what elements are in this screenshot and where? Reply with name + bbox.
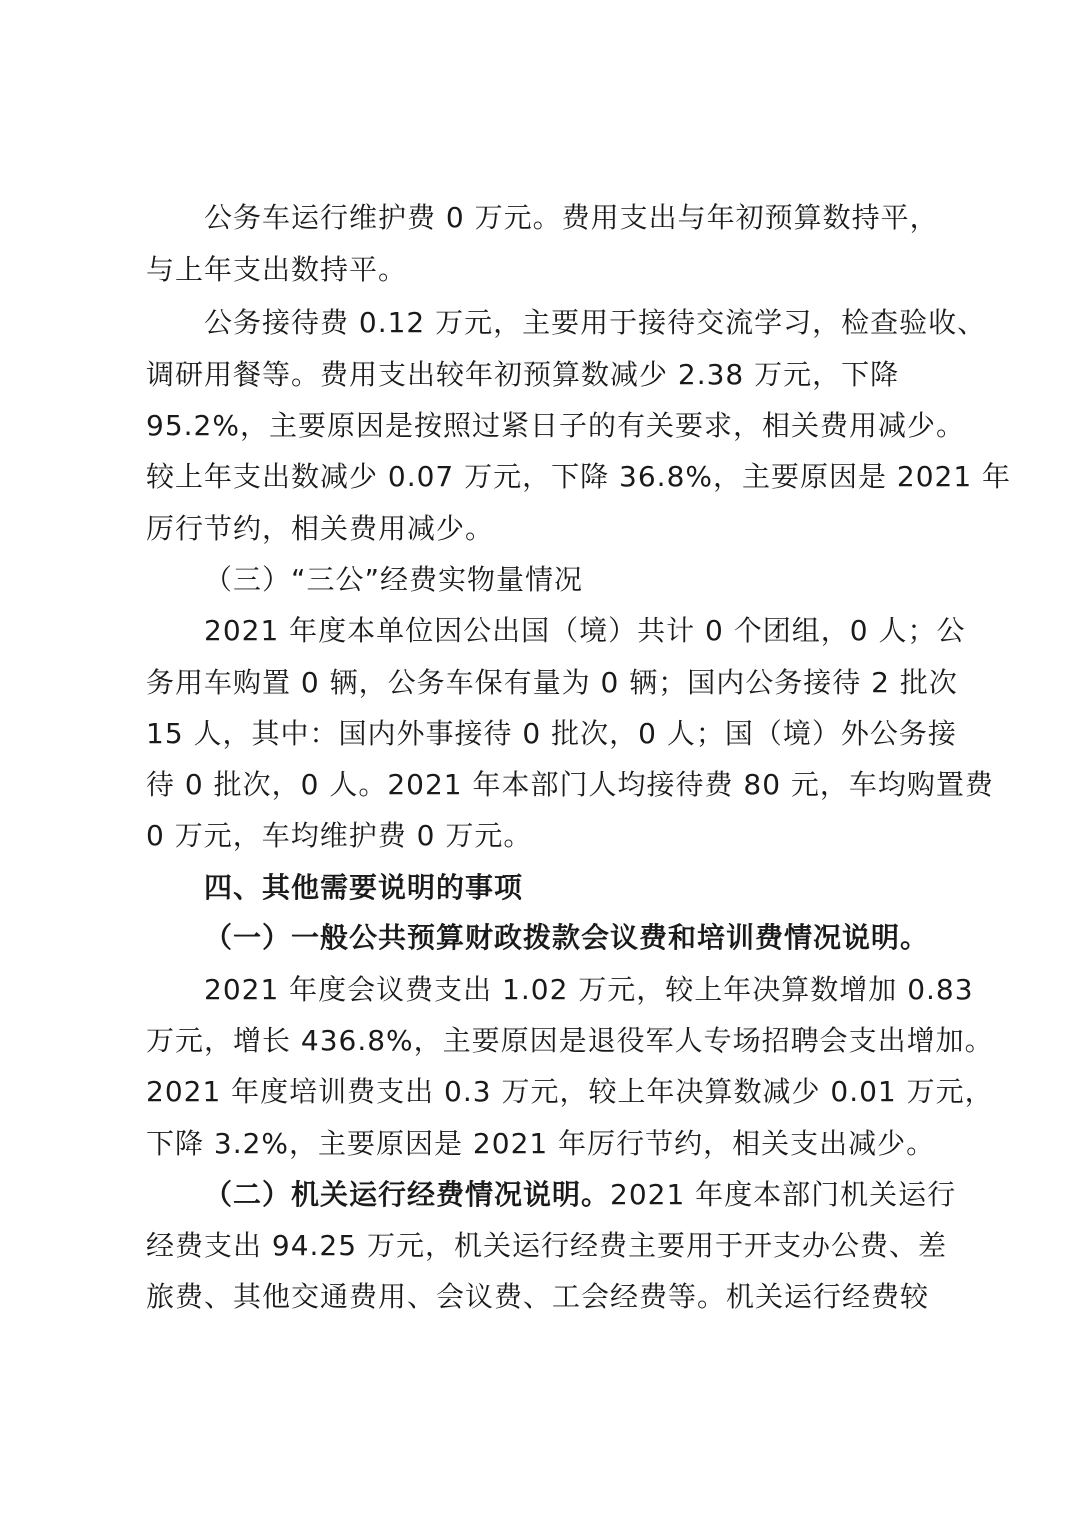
- paragraph-line: 公务车运行维护费 0 万元。费用支出与年初预算数持平，: [204, 201, 939, 234]
- paragraph-line: 厉行节约，相关费用减少。: [146, 512, 495, 545]
- paragraph-line: 下降 3.2%，主要原因是 2021 年厉行节约，相关支出减少。: [146, 1127, 936, 1160]
- paragraph-line: 2021 年度本单位因公出国（境）共计 0 个团组，0 人；公: [204, 614, 966, 647]
- paragraph-line: 旅费、其他交通费用、会议费、工会经费等。机关运行经费较: [146, 1280, 930, 1313]
- paragraph-line: 2021 年度会议费支出 1.02 万元，较上年决算数增加 0.83: [204, 973, 974, 1006]
- paragraph-line: 0 万元，车均维护费 0 万元。: [146, 819, 533, 852]
- paragraph-line: 15 人，其中：国内外事接待 0 批次，0 人；国（境）外公务接: [146, 717, 957, 750]
- paragraph-line: 经费支出 94.25 万元，机关运行经费主要用于开支办公费、差: [146, 1229, 947, 1262]
- paragraph-line: 务用车购置 0 辆，公务车保有量为 0 辆；国内公务接待 2 批次: [146, 666, 958, 699]
- paragraph-line: 较上年支出数减少 0.07 万元，下降 36.8%，主要原因是 2021 年: [146, 460, 1012, 493]
- paragraph-line: 调研用餐等。费用支出较年初预算数减少 2.38 万元，下降: [146, 358, 900, 391]
- paragraph-line: 待 0 批次，0 人。2021 年本部门人均接待费 80 元，车均购置费: [146, 768, 994, 801]
- paragraph-line: [204, 1177, 956, 1213]
- paragraph-line: 95.2%，主要原因是按照过紧日子的有关要求，相关费用减少。: [146, 409, 965, 442]
- subsection-heading: （一）一般公共预算财政拨款会议费和培训费情况说明。: [204, 921, 930, 954]
- section-heading: 四、其他需要说明的事项: [204, 871, 524, 904]
- paragraph-text: 2021 年度本部门机关运行: [610, 1178, 957, 1211]
- paragraph-line: 万元，增长 436.8%，主要原因是退役军人专场招聘会支出增加。: [146, 1024, 994, 1057]
- paragraph-line: 2021 年度培训费支出 0.3 万元，较上年决算数减少 0.01 万元，: [146, 1075, 994, 1108]
- subsection-heading: （三）“三公”经费实物量情况: [204, 563, 584, 596]
- paragraph-line: 与上年支出数持平。: [146, 253, 408, 286]
- paragraph-line: 公务接待费 0.12 万元，主要用于接待交流学习，检查验收、: [204, 306, 987, 339]
- subsection-heading: （二）机关运行经费情况说明。: [204, 1178, 611, 1211]
